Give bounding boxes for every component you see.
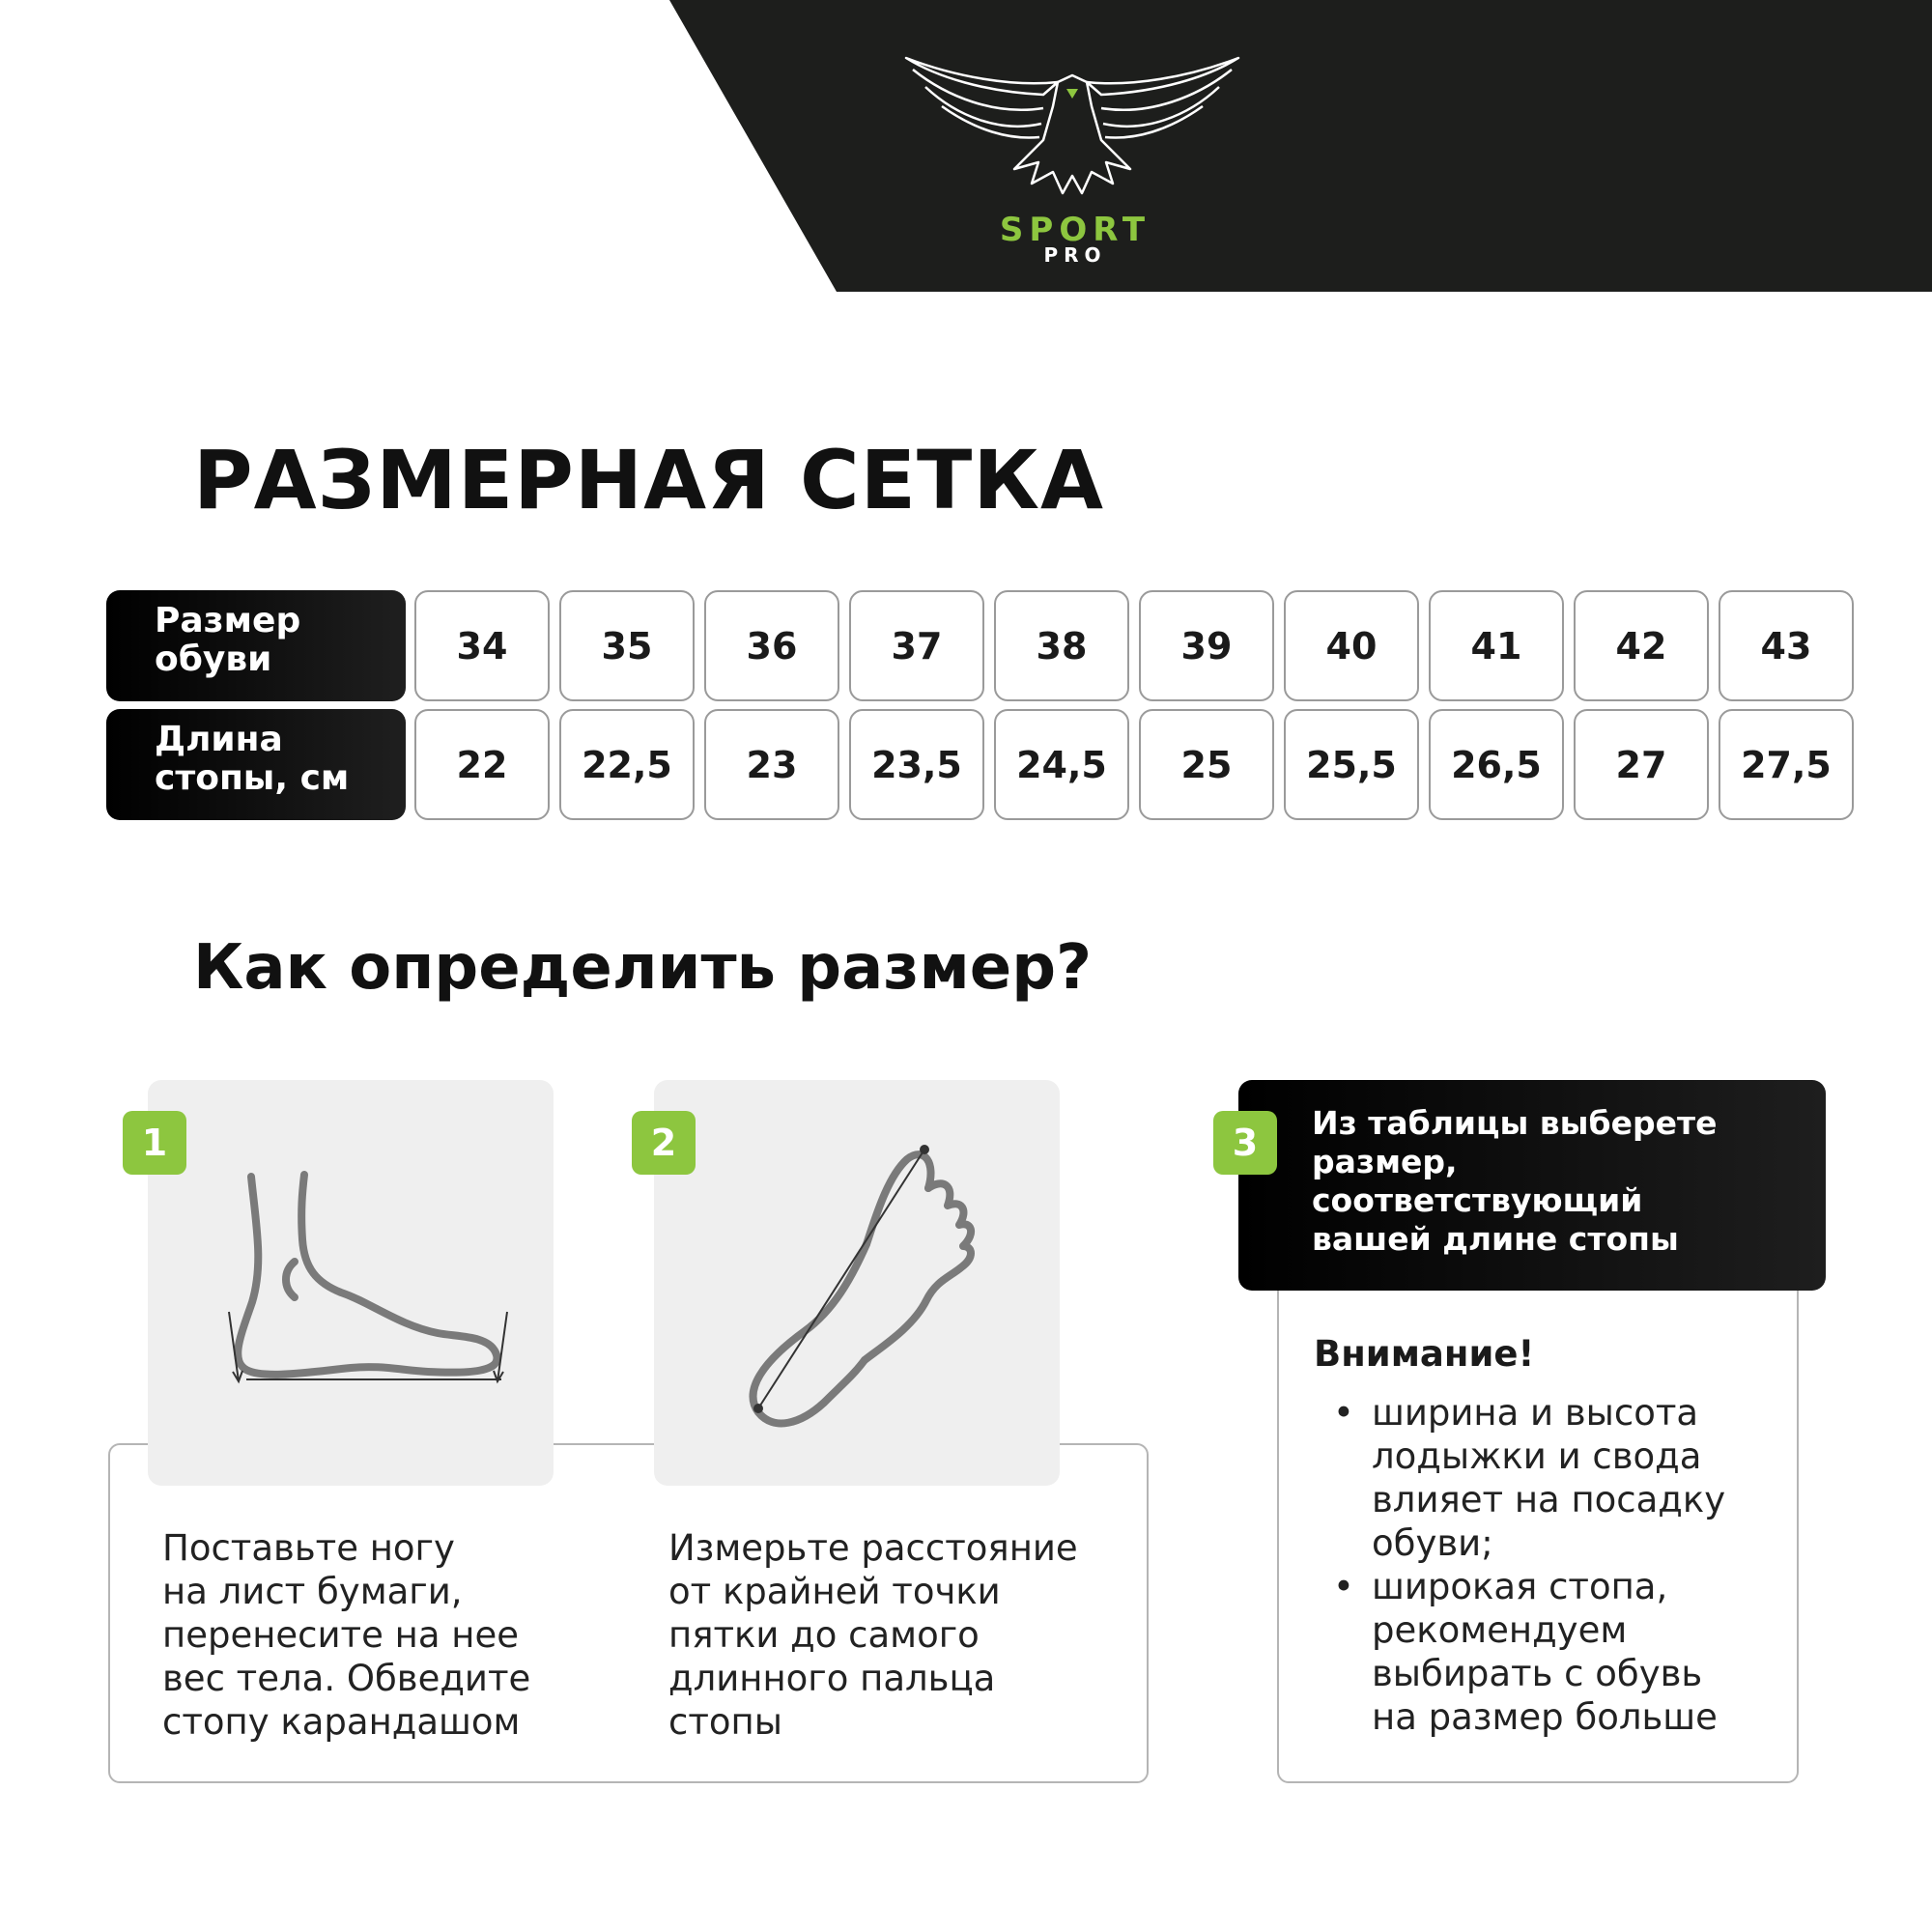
step-2-text: Измерьте расстояние от крайней точки пятки до самого длинного пальца стопы — [668, 1527, 1078, 1743]
foot-sole-icon — [654, 1080, 1060, 1486]
step-2-badge: 2 — [632, 1111, 696, 1175]
length-cell: 27,5 — [1719, 709, 1854, 820]
size-row-label: Размер обуви — [106, 590, 406, 701]
size-cell: 37 — [849, 590, 984, 701]
length-cell: 23 — [704, 709, 839, 820]
page-title: РАЗМЕРНАЯ СЕТКА — [193, 433, 1105, 527]
length-cell: 23,5 — [849, 709, 984, 820]
attention-item-text: ширина и высота лодыжки и свода влияет на посадку обуви; — [1372, 1392, 1726, 1564]
length-cell: 22,5 — [559, 709, 695, 820]
length-row-label: Длина стопы, см — [106, 709, 406, 820]
size-cell: 36 — [704, 590, 839, 701]
brand-subname: PRO — [1043, 243, 1107, 267]
bullet-icon: • — [1333, 1566, 1354, 1607]
attention-item-text: широкая стопа, рекомендуем выбирать с обувь на размер больше — [1372, 1566, 1718, 1738]
attention-list — [1314, 1391, 1777, 1739]
size-cell: 38 — [994, 590, 1129, 701]
attention-title: Внимание! — [1314, 1333, 1535, 1375]
length-cell: 24,5 — [994, 709, 1129, 820]
length-cell: 27 — [1574, 709, 1709, 820]
size-cell: 42 — [1574, 590, 1709, 701]
step-3-badge: 3 — [1213, 1111, 1277, 1175]
length-cell: 25,5 — [1284, 709, 1419, 820]
step-1-card — [148, 1080, 554, 1486]
step-3-heading: Из таблицы выберете размер, соответствующий вашей длине стопы — [1238, 1080, 1826, 1291]
step-1-text: Поставьте ногу на лист бумаги, перенесите на нее вес тела. Обведите стопу карандашом — [162, 1527, 531, 1743]
size-cell: 34 — [414, 590, 550, 701]
step-2-card — [654, 1080, 1060, 1486]
list-item — [1314, 1391, 1777, 1565]
foot-side-icon — [148, 1080, 554, 1486]
section-subtitle: Как определить размер? — [193, 932, 1093, 1004]
step-1-badge: 1 — [123, 1111, 186, 1175]
size-cell: 40 — [1284, 590, 1419, 701]
size-cell: 41 — [1429, 590, 1564, 701]
size-cell: 43 — [1719, 590, 1854, 701]
size-cell: 35 — [559, 590, 695, 701]
length-cell: 26,5 — [1429, 709, 1564, 820]
brand-name: SPORT — [999, 211, 1151, 249]
size-cell: 39 — [1139, 590, 1274, 701]
length-cell: 25 — [1139, 709, 1274, 820]
length-cell: 22 — [414, 709, 550, 820]
bullet-icon: • — [1333, 1392, 1354, 1434]
list-item — [1314, 1565, 1777, 1739]
